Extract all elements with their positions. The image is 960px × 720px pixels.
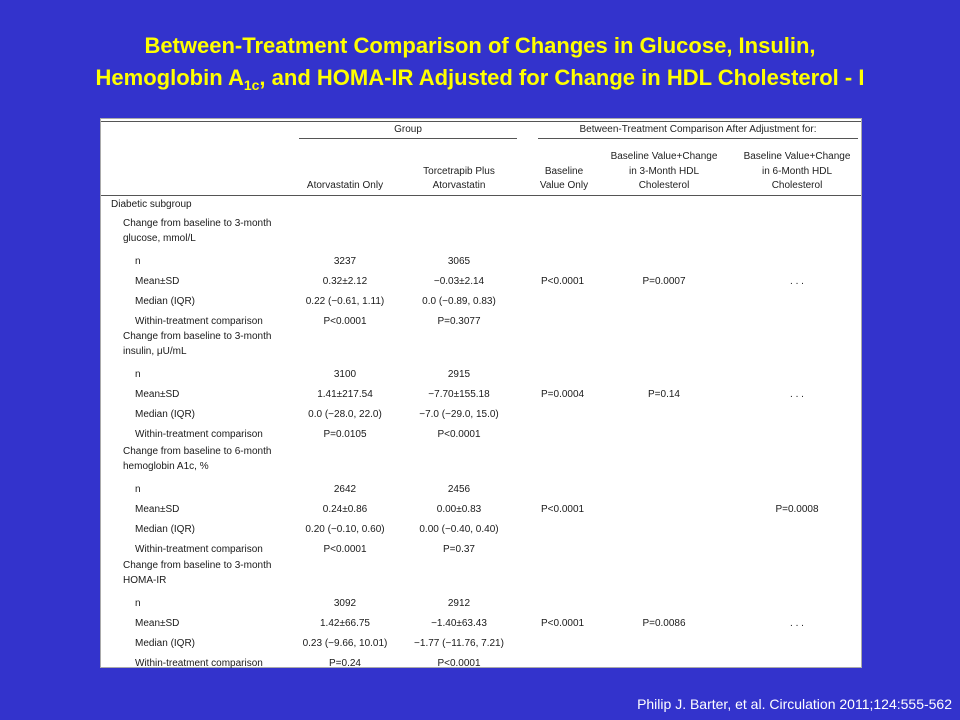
col-torcetrapib-1: Torcetrapib Plus [423,166,495,177]
cell-torcetrapib: 2456 [447,484,471,495]
comparison-header: Between-Treatment Comparison After Adjustment for: [579,124,817,135]
cell-torcetrapib: 2912 [447,598,471,609]
cell-baseline: P=0.0004 [541,389,585,400]
col-3month-3: Cholesterol [638,180,690,191]
col-6month-1: Baseline Value+Change [743,151,851,162]
cell-torcetrapib: 0.00 (−0.40, 0.40) [419,524,499,535]
title-line-2 [0,62,960,94]
title-line-2-post: , and HOMA-IR Adjusted for Change in HDL Cholesterol - I [259,65,865,90]
row-label: Within-treatment comparison [135,316,263,327]
row-label: Median (IQR) [135,409,196,420]
cell-atorvastatin: 1.41±217.54 [317,389,373,400]
cell-atorvastatin: P=0.0105 [323,429,367,440]
section-title: Change from baseline to 3-month [123,218,272,229]
section-title: hemoglobin A1c, % [123,461,209,472]
subgroup-label: Diabetic subgroup [111,199,192,210]
section-title: glucose, mmol/L [123,233,196,244]
row-label: Mean±SD [135,276,180,287]
citation: Philip J. Barter, et al. Circulation 2011;124:555-562 [637,696,952,712]
group-rule [299,138,517,139]
table-panel [100,118,862,668]
cell-atorvastatin: 1.42±66.75 [320,618,370,629]
row-label: Within-treatment comparison [135,429,263,440]
row-label: Within-treatment comparison [135,544,263,555]
col-baseline-2: Value Only [539,180,589,191]
section-title: insulin, μU/mL [123,346,187,357]
cell-torcetrapib: P<0.0001 [437,429,481,440]
cell-atorvastatin: 2642 [333,484,357,495]
title-line-2-sub: 1c [243,77,260,93]
row-label: n [135,256,141,267]
cell-atorvastatin: 0.23 (−9.66, 10.01) [302,638,388,649]
cell-torcetrapib: P=0.3077 [437,316,481,327]
cell-atorvastatin: 3092 [333,598,357,609]
top-rule [101,121,861,122]
group-header: Group [394,124,422,135]
cell-torcetrapib: 2915 [447,369,471,380]
cell-atorvastatin: 3100 [333,369,357,380]
cell-6month: P=0.0008 [775,504,819,515]
cell-torcetrapib: P=0.37 [443,544,475,555]
header-bottom-rule [101,195,861,196]
cell-baseline: P<0.0001 [541,276,585,287]
title-line-1: Between-Treatment Comparison of Changes in Glucose, Insulin, [144,33,816,58]
cell-torcetrapib: −7.0 (−29.0, 15.0) [419,409,499,420]
row-label: Median (IQR) [135,524,196,535]
col-3month-1: Baseline Value+Change [610,151,718,162]
col-torcetrapib-2: Atorvastatin [432,180,486,191]
section-title: Change from baseline to 6-month [123,446,272,457]
col-3month-2: in 3-Month HDL [628,166,700,177]
cell-atorvastatin: 3237 [333,256,357,267]
row-label: n [135,598,141,609]
cell-torcetrapib: −0.03±2.14 [433,276,485,287]
cell-atorvastatin: P<0.0001 [323,316,367,327]
col-atorvastatin: Atorvastatin Only [306,180,384,191]
cell-torcetrapib: 3065 [447,256,471,267]
cell-atorvastatin: P<0.0001 [323,544,367,555]
section-title: HOMA-IR [123,575,167,586]
cell-atorvastatin: 0.32±2.12 [322,276,368,287]
row-label: Within-treatment comparison [135,658,263,669]
section-title: Change from baseline to 3-month [123,560,272,571]
cell-torcetrapib: 0.00±0.83 [436,504,482,515]
comparison-rule [538,138,858,139]
cell-atorvastatin: 0.22 (−0.61, 1.11) [305,296,385,307]
cell-3month: P=0.14 [648,389,680,400]
cell-3month: P=0.0086 [642,618,686,629]
title-line-2-pre: Hemoglobin A [95,65,244,90]
cell-baseline: P<0.0001 [541,618,585,629]
cell-atorvastatin: 0.0 (−28.0, 22.0) [308,409,382,420]
cell-6month: . . . [790,389,804,400]
col-baseline-1: Baseline [544,166,584,177]
row-label: n [135,484,141,495]
section-title: Change from baseline to 3-month [123,331,272,342]
row-label: Mean±SD [135,504,180,515]
cell-torcetrapib: −1.77 (−11.76, 7.21) [414,638,504,649]
cell-torcetrapib: 0.0 (−0.89, 0.83) [422,296,496,307]
cell-3month: P=0.0007 [642,276,686,287]
slide-title [0,30,960,94]
row-label: Median (IQR) [135,296,196,307]
row-label: Mean±SD [135,389,180,400]
cell-6month: . . . [790,276,804,287]
cell-atorvastatin: 0.24±0.86 [322,504,368,515]
cell-atorvastatin: P=0.24 [329,658,361,669]
cell-torcetrapib: P<0.0001 [437,658,481,669]
cell-torcetrapib: −1.40±63.43 [431,618,487,629]
cell-baseline: P<0.0001 [541,504,585,515]
row-label: Mean±SD [135,618,180,629]
row-label: n [135,369,141,380]
row-label: Median (IQR) [135,638,196,649]
cell-atorvastatin: 0.20 (−0.10, 0.60) [305,524,385,535]
cell-6month: . . . [790,618,804,629]
cell-torcetrapib: −7.70±155.18 [428,389,490,400]
col-6month-2: in 6-Month HDL [761,166,833,177]
col-6month-3: Cholesterol [771,180,823,191]
